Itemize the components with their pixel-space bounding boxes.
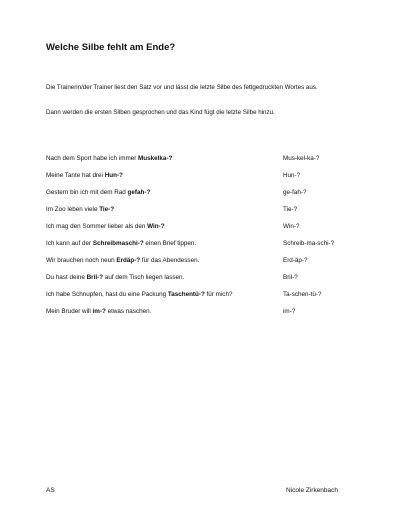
syllable-split: Hun-? [283,172,301,179]
exercise-row-4 [46,206,366,223]
exercise-row-9 [46,291,366,308]
exercise-row-2 [46,172,366,189]
footer-author: Nicole Zirkenbach [286,487,339,494]
sentence [46,206,114,214]
instruction-paragraph-2: Dann werden die ersten Silben gesprochen und das Kind fügt die letzte Silbe hinzu. [46,109,275,116]
exercise-row-10 [46,308,366,325]
sentence-text: Gestern bin ich mit dem Rad [46,189,128,196]
sentence-text: Nach dem Sport habe ich immer [46,155,139,162]
sentence-text: Im Zoo leben viele [46,206,100,213]
sentence-text: einen Brief tippen. [143,240,197,247]
target-word: Erdäp-? [116,257,141,264]
syllable-split: Mus-kel-ka-? [283,155,320,162]
sentence-text: Wir brauchen noch neun [46,257,117,264]
syllable-split: Schreib-ma-schi-? [283,240,335,247]
exercise-row-5 [46,223,366,240]
sentence-text: für das Abendessen. [140,257,200,264]
sentence [46,257,199,265]
target-word: Bril-? [86,274,104,281]
sentence-text: für mich? [204,291,233,298]
syllable-split: Tie-? [283,206,298,213]
sentence-text: Ich kann auf der [46,240,93,247]
sentence-text: Meine Tante hat drei [46,172,105,179]
exercise-row-7 [46,257,366,274]
sentence [46,155,172,163]
target-word: im-? [92,308,106,315]
exercise-row-3 [46,189,366,206]
sentence [46,223,165,231]
sentence [46,308,151,316]
footer-left: AS [46,487,55,494]
exercise-row-8 [46,274,366,291]
exercise-row-6 [46,240,366,257]
sentence [46,274,184,282]
target-word: gefah-? [127,189,151,196]
exercise-list [46,155,366,325]
instruction-paragraph-1: Die Trainerin/der Trainer liest den Satz vor und lässt die letzte Silbe des fettgedruckten Wortes aus. [46,84,318,91]
syllable-split: Win-? [283,223,300,230]
target-word: Taschentü-? [167,291,205,298]
target-word: Muskelka-? [138,155,173,162]
sentence [46,291,232,299]
target-word: Tie-? [99,206,115,213]
page-title: Welche Silbe fehlt am Ende? [46,42,176,53]
syllable-split: ge-fah-? [283,189,307,196]
target-word: Hun-? [104,172,123,179]
sentence-text: Mein Bruder will [46,308,93,315]
target-word: Schreibmaschi-? [92,240,144,247]
sentence-text: auf dem Tisch liegen lassen. [103,274,185,281]
sentence [46,189,150,197]
sentence-text: Ich mag den Sommer lieber als den [46,223,148,230]
syllable-split: Bril-? [283,274,298,281]
syllable-split: Erd-äp-? [283,257,308,264]
sentence-text: Du hast deine [46,274,87,281]
target-word: Win-? [147,223,165,230]
sentence [46,240,196,248]
sentence [46,172,123,180]
exercise-row-1 [46,155,366,172]
sentence-text: Ich habe Schnupfen, hast du eine Packung [46,291,168,298]
syllable-split: im-? [283,308,296,315]
syllable-split: Ta-schen-tü-? [283,291,322,298]
sentence-text: etwas naschen. [105,308,152,315]
